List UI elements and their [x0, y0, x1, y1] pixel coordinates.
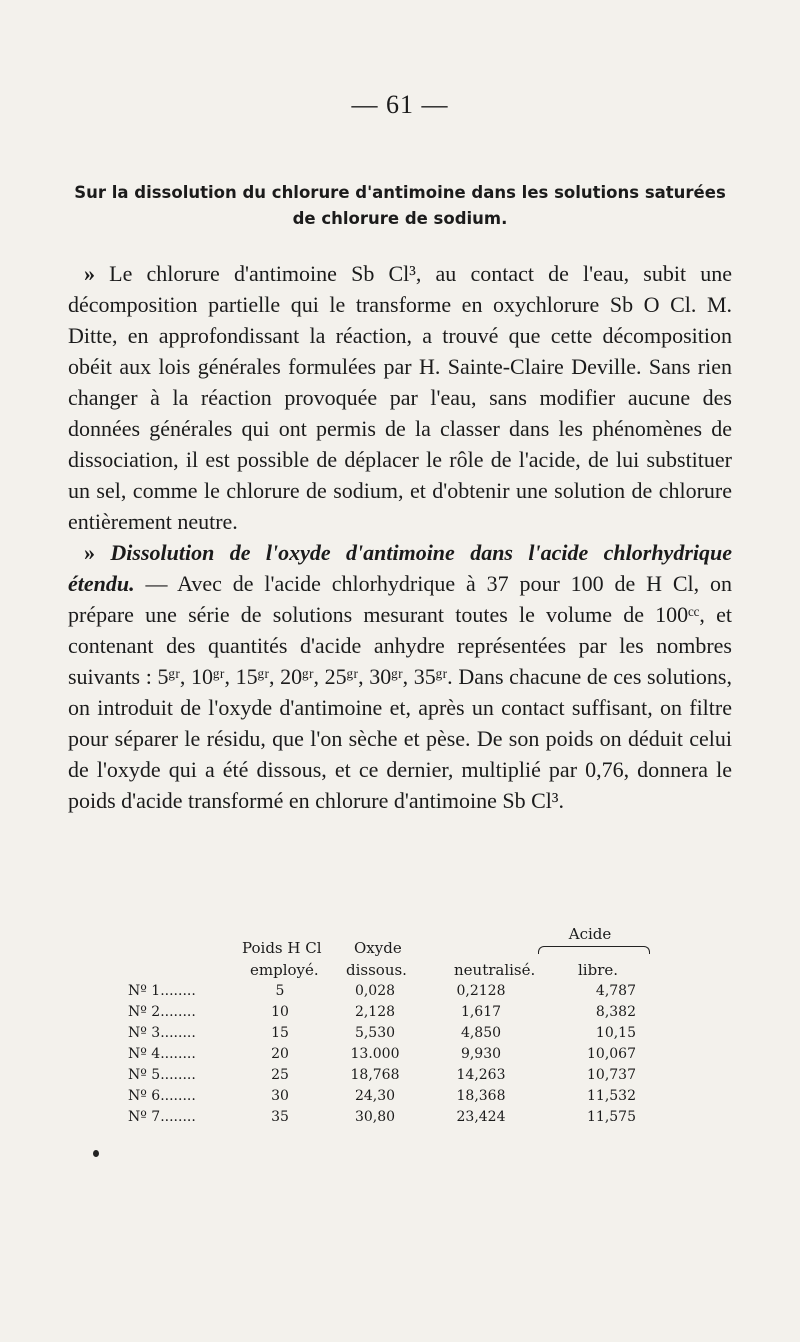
section-title: Sur la dissolution du chlorure d'antimoine dans les solutions saturées de chlorure de sodium. [74, 183, 726, 228]
row-label: Nº 2........ [128, 1004, 196, 1020]
cell-neutralise: 9,930 [460, 1046, 502, 1062]
row-label: Nº 1........ [128, 983, 196, 999]
row-label: Nº 6........ [128, 1088, 196, 1104]
header-oxyde-line1: Oxyde [354, 939, 402, 957]
table-row [70, 1088, 670, 1111]
quote-mark: » [84, 261, 95, 286]
cell-libre: 4,787 [595, 983, 636, 999]
cell-libre: 10,15 [595, 1025, 636, 1041]
cell-libre: 11,575 [587, 1109, 636, 1125]
header-libre: libre. [578, 961, 619, 979]
cell-oxyde: 18,768 [350, 1067, 400, 1083]
row-label: Nº 7........ [128, 1109, 196, 1125]
table-row [70, 1046, 670, 1069]
cell-poids: 10 [271, 1004, 289, 1020]
body-text [68, 258, 732, 816]
cell-poids: 20 [271, 1046, 289, 1062]
row-label: Nº 4........ [128, 1046, 196, 1062]
table-row [70, 983, 670, 1006]
paragraph-1-text: Le chlorure d'antimoine Sb Cl³, au contact de l'eau, subit une décomposition partielle qui le transforme en oxychlorure Sb O Cl. M. Ditte, en approfondissant la réaction, a trouvé que cette décomposition obéit aux lois générales formulées par H. Sainte-Claire Deville. Sans rien changer à la réaction provoquée par l'eau, sans modifier aucune des données générales qui ont permis de la classer dans les phénomènes de dissociation, il est possible de déplacer le rôle de l'acide, de lui substituer un sel, comme le chlorure de sodium, et d'obtenir une solution de chlorure entièrement neutre. [68, 261, 733, 534]
cell-neutralise: 18,368 [456, 1088, 506, 1104]
header-oxyde-line2: dissous. [346, 961, 407, 979]
cell-poids: 5 [275, 983, 285, 999]
cell-poids: 35 [271, 1109, 289, 1125]
quote-mark: » [84, 540, 95, 565]
cell-libre: 11,532 [587, 1088, 636, 1104]
row-label: Nº 3........ [128, 1025, 196, 1041]
cell-neutralise: 23,424 [456, 1109, 506, 1125]
paragraph-2-heading: Dissolution de l'oxyde d'antimoine dans l'acide chlorhydrique étendu. [68, 540, 732, 596]
paragraph-1 [68, 258, 732, 537]
cell-neutralise: 0,2128 [456, 983, 506, 999]
table-row [70, 1025, 670, 1048]
cell-poids: 15 [271, 1025, 289, 1041]
ink-speck [93, 1150, 99, 1157]
paragraph-2 [68, 537, 732, 816]
cell-neutralise: 14,263 [456, 1067, 506, 1083]
cell-oxyde: 13.000 [350, 1046, 400, 1062]
cell-poids: 25 [271, 1067, 289, 1083]
cell-oxyde: 2,128 [354, 1004, 396, 1020]
cell-neutralise: 1,617 [460, 1004, 502, 1020]
header-poids-line2: employé. [250, 961, 319, 979]
cell-libre: 10,737 [587, 1067, 636, 1083]
cell-libre: 10,067 [587, 1046, 636, 1062]
header-poids-line1: Poids H Cl [242, 939, 322, 957]
cell-neutralise: 4,850 [460, 1025, 502, 1041]
page-number: — 61 — [351, 90, 449, 119]
acide-group-header: Acide [568, 925, 612, 943]
row-label: Nº 5........ [128, 1067, 196, 1083]
acide-brace [538, 946, 650, 954]
cell-oxyde: 24,30 [354, 1088, 396, 1104]
paragraph-2-text: — Avec de l'acide chlorhydrique à 37 pour 100 de H Cl, on prépare une série de solutions mesurant toutes le volume de 100ᶜᶜ, et contenant des quantités d'acide anhydre représentées par les nombres suivants : 5ᵍʳ, 10ᵍʳ, 15ᵍʳ, 20ᵍʳ, 25ᵍʳ, 30ᵍʳ, 35ᵍʳ. Dans chacune de ces solutions, on introduit de l'oxyde d'antimoine et, après un contact suffisant, on filtre pour séparer le résidu, que l'on sèche et pèse. De son poids on déduit celui de l'oxyde qui a été dissous, et ce dernier, multiplié par 0,76, donnera le poids d'acide transformé en chlorure d'antimoine Sb Cl³. [68, 571, 732, 813]
table-row [70, 1109, 670, 1132]
cell-poids: 30 [271, 1088, 289, 1104]
cell-libre: 8,382 [595, 1004, 636, 1020]
cell-oxyde: 0,028 [354, 983, 396, 999]
table-row [70, 1067, 670, 1090]
cell-oxyde: 5,530 [354, 1025, 396, 1041]
header-neutralise: neutralisé. [454, 961, 536, 979]
cell-oxyde: 30,80 [354, 1109, 396, 1125]
table-row [70, 1004, 670, 1027]
